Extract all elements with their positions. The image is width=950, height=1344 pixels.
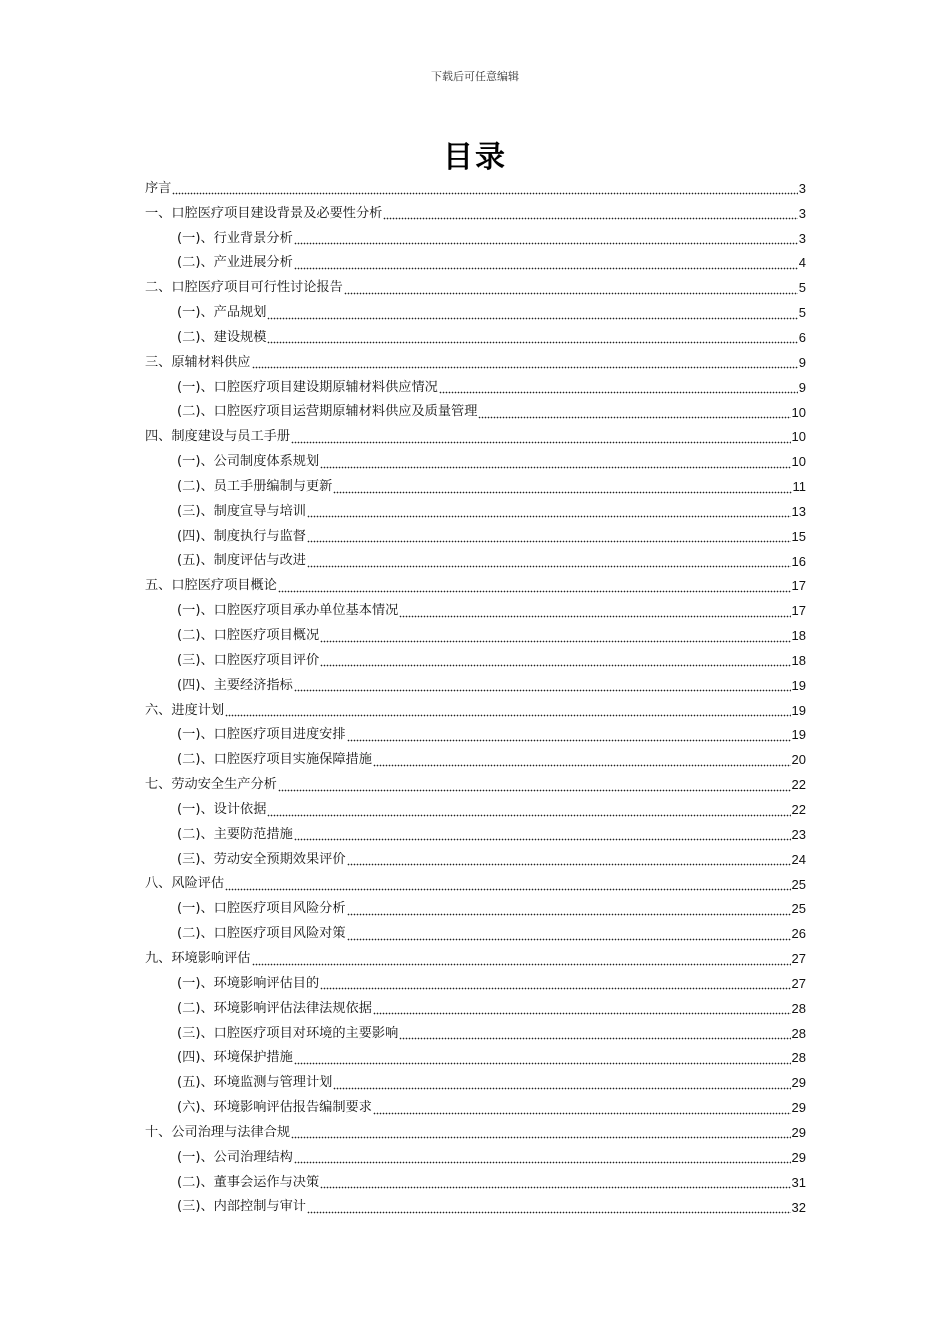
toc-entry-page-number: 29 <box>791 1149 806 1165</box>
toc-dot-leader <box>373 757 791 767</box>
toc-dot-leader <box>320 633 790 643</box>
toc-entry-label: (二)、环境影响评估法律法规依据 <box>177 1000 372 1016</box>
table-of-contents <box>145 176 806 1219</box>
toc-entry-subsection[interactable] <box>145 499 806 524</box>
toc-entry-page-number: 20 <box>791 752 806 768</box>
toc-entry-section[interactable] <box>145 872 806 897</box>
toc-entry-label: (二)、建设规模 <box>177 329 267 345</box>
toc-entry-page-number: 25 <box>791 901 806 917</box>
toc-dot-leader <box>172 185 797 195</box>
toc-entry-label: (一)、口腔医疗项目承办单位基本情况 <box>177 603 399 619</box>
toc-entry-subsection[interactable] <box>145 1021 806 1046</box>
toc-entry-section[interactable] <box>145 772 806 797</box>
toc-entry-subsection[interactable] <box>145 896 806 921</box>
toc-entry-page-number: 4 <box>798 255 806 271</box>
toc-dot-leader <box>307 508 791 518</box>
toc-entry-page-number: 26 <box>791 926 806 942</box>
toc-entry-page-number: 3 <box>798 205 806 221</box>
toc-entry-subsection[interactable] <box>145 1170 806 1195</box>
toc-entry-page-number: 29 <box>791 1075 806 1091</box>
toc-dot-leader <box>278 583 791 593</box>
toc-dot-leader <box>373 1105 791 1115</box>
toc-entry-label: (二)、口腔医疗项目实施保障措施 <box>177 752 372 768</box>
toc-entry-label: (四)、制度执行与监督 <box>177 528 306 544</box>
toc-entry-label: 三、原辅材料供应 <box>145 354 251 370</box>
toc-entry-subsection[interactable] <box>145 921 806 946</box>
toc-entry-page-number: 28 <box>791 1050 806 1066</box>
toc-entry-label: (一)、产品规划 <box>177 305 267 321</box>
toc-dot-leader <box>320 657 790 667</box>
toc-entry-label: (二)、产业进展分析 <box>177 255 293 271</box>
toc-entry-subsection[interactable] <box>145 400 806 425</box>
toc-dot-leader <box>333 484 791 494</box>
toc-entry-label: (三)、口腔医疗项目对环境的主要影响 <box>177 1025 399 1041</box>
toc-dot-leader <box>399 608 790 618</box>
toc-entry-page-number: 10 <box>791 454 806 470</box>
toc-entry-page-number: 32 <box>791 1199 806 1215</box>
toc-dot-leader <box>267 310 797 320</box>
toc-entry-subsection[interactable] <box>145 1070 806 1095</box>
toc-entry-subsection[interactable] <box>145 598 806 623</box>
toc-entry-subsection[interactable] <box>145 300 806 325</box>
toc-entry-page-number: 22 <box>791 802 806 818</box>
toc-entry-page-number: 27 <box>791 975 806 991</box>
toc-entry-section[interactable] <box>145 574 806 599</box>
toc-dot-leader <box>347 906 791 916</box>
toc-dot-leader <box>252 359 798 369</box>
page-header: 下载后可任意编辑 <box>431 70 519 83</box>
toc-dot-leader <box>344 285 798 295</box>
toc-entry-label: (二)、口腔医疗项目风险对策 <box>177 926 346 942</box>
toc-entry-subsection[interactable] <box>145 449 806 474</box>
toc-entry-label: (三)、内部控制与审计 <box>177 1199 306 1215</box>
toc-entry-page-number: 5 <box>798 280 806 296</box>
toc-entry-page-number: 24 <box>791 851 806 867</box>
toc-dot-leader <box>307 558 791 568</box>
toc-dot-leader <box>307 533 791 543</box>
toc-dot-leader <box>267 807 790 817</box>
toc-entry-label: (一)、设计依据 <box>177 801 267 817</box>
toc-entry-label: (二)、口腔医疗项目运营期原辅材料供应及质量管理 <box>177 404 478 420</box>
toc-entry-subsection[interactable] <box>145 847 806 872</box>
toc-entry-label: (一)、公司治理结构 <box>177 1149 293 1165</box>
toc-entry-label: (三)、劳动安全预期效果评价 <box>177 851 346 867</box>
toc-dot-leader <box>294 1055 791 1065</box>
toc-dot-leader <box>307 1204 791 1214</box>
toc-entry-label: (一)、环境影响评估目的 <box>177 975 320 991</box>
toc-entry-label: (三)、制度宣导与培训 <box>177 503 306 519</box>
toc-entry-subsection[interactable] <box>145 971 806 996</box>
toc-entry-subsection[interactable] <box>145 1095 806 1120</box>
toc-entry-page-number: 18 <box>791 628 806 644</box>
toc-entry-label: 十、公司治理与法律合规 <box>145 1124 291 1140</box>
toc-entry-page-number: 17 <box>791 603 806 619</box>
toc-entry-page-number: 9 <box>798 354 806 370</box>
toc-entry-label: 九、环境影响评估 <box>145 950 251 966</box>
toc-entry-page-number: 11 <box>792 479 806 495</box>
toc-dot-leader <box>225 707 790 717</box>
toc-entry-label: 八、风险评估 <box>145 876 225 892</box>
toc-entry-page-number: 19 <box>791 727 806 743</box>
toc-dot-leader <box>347 931 791 941</box>
toc-entry-subsection[interactable] <box>145 226 806 251</box>
toc-entry-subsection[interactable] <box>145 375 806 400</box>
toc-entry-page-number: 5 <box>798 305 806 321</box>
toc-entry-subsection[interactable] <box>145 549 806 574</box>
toc-entry-section[interactable] <box>145 201 806 226</box>
toc-dot-leader <box>294 1154 791 1164</box>
toc-entry-label: (五)、环境监测与管理计划 <box>177 1075 333 1091</box>
toc-entry-label: (一)、行业背景分析 <box>177 230 293 246</box>
toc-entry-label: (一)、公司制度体系规划 <box>177 454 320 470</box>
toc-entry-subsection[interactable] <box>145 1145 806 1170</box>
toc-dot-leader <box>294 235 798 245</box>
toc-entry-label: 序言 <box>145 180 172 196</box>
toc-dot-leader <box>294 260 798 270</box>
toc-entry-section[interactable] <box>145 698 806 723</box>
toc-entry-label: 七、劳动安全生产分析 <box>145 777 277 793</box>
toc-dot-leader <box>294 831 791 841</box>
toc-entry-page-number: 29 <box>791 1124 806 1140</box>
toc-dot-leader <box>294 682 791 692</box>
toc-dot-leader <box>278 782 791 792</box>
toc-entry-page-number: 19 <box>791 702 806 718</box>
toc-entry-section[interactable] <box>145 946 806 971</box>
toc-entry-page-number: 13 <box>791 503 806 519</box>
toc-entry-page-number: 10 <box>791 429 806 445</box>
toc-entry-label: (二)、董事会运作与决策 <box>177 1174 320 1190</box>
toc-dot-leader <box>439 384 798 394</box>
toc-entry-subsection[interactable] <box>145 325 806 350</box>
toc-dot-leader <box>399 1030 790 1040</box>
toc-entry-subsection[interactable] <box>145 797 806 822</box>
toc-dot-leader <box>373 1005 791 1015</box>
toc-entry-label: (三)、口腔医疗项目评价 <box>177 652 320 668</box>
toc-entry-subsection[interactable] <box>145 524 806 549</box>
toc-entry-subsection[interactable] <box>145 474 806 499</box>
toc-entry-subsection[interactable] <box>145 822 806 847</box>
toc-entry-subsection[interactable] <box>145 623 806 648</box>
toc-entry-page-number: 16 <box>791 553 806 569</box>
toc-entry-page-number: 22 <box>791 777 806 793</box>
toc-dot-leader <box>320 459 790 469</box>
toc-entry-label: (二)、员工手册编制与更新 <box>177 478 333 494</box>
toc-entry-subsection[interactable] <box>145 251 806 276</box>
toc-entry-section[interactable] <box>145 350 806 375</box>
toc-dot-leader <box>252 956 791 966</box>
toc-entry-page-number: 17 <box>791 578 806 594</box>
toc-entry-page-number: 25 <box>791 876 806 892</box>
toc-entry-label: (二)、主要防范措施 <box>177 826 293 842</box>
toc-entry-label: (一)、口腔医疗项目建设期原辅材料供应情况 <box>177 379 438 395</box>
toc-entry-subsection[interactable] <box>145 1046 806 1071</box>
toc-entry-subsection[interactable] <box>145 673 806 698</box>
toc-entry-section[interactable] <box>145 275 806 300</box>
toc-entry-page-number: 19 <box>791 677 806 693</box>
toc-entry-label: 一、口腔医疗项目建设背景及必要性分析 <box>145 205 383 221</box>
toc-entry-subsection[interactable] <box>145 648 806 673</box>
toc-entry-page-number: 6 <box>798 329 806 345</box>
toc-dot-leader <box>333 1080 790 1090</box>
toc-entry-subsection[interactable] <box>145 996 806 1021</box>
toc-entry-label: 五、口腔医疗项目概论 <box>145 578 277 594</box>
toc-entry-section[interactable] <box>145 424 806 449</box>
toc-entry-label: (六)、环境影响评估报告编制要求 <box>177 1100 372 1116</box>
toc-dot-leader <box>320 980 790 990</box>
toc-dot-leader <box>320 1179 790 1189</box>
toc-entry-page-number: 28 <box>791 1000 806 1016</box>
toc-entry-page-number: 18 <box>791 652 806 668</box>
toc-entry-page-number: 3 <box>798 230 806 246</box>
toc-dot-leader <box>383 210 797 220</box>
toc-entry-page-number: 3 <box>798 180 806 196</box>
toc-entry-page-number: 9 <box>798 379 806 395</box>
toc-entry-page-number: 29 <box>791 1100 806 1116</box>
toc-dot-leader <box>478 409 790 419</box>
toc-entry-label: (一)、口腔医疗项目进度安排 <box>177 727 346 743</box>
toc-entry-page-number: 10 <box>791 404 806 420</box>
toc-dot-leader <box>347 856 791 866</box>
toc-entry-subsection[interactable] <box>145 723 806 748</box>
toc-dot-leader <box>291 434 790 444</box>
toc-entry-label: (五)、制度评估与改进 <box>177 553 306 569</box>
toc-entry-page-number: 23 <box>791 826 806 842</box>
toc-entry-page-number: 27 <box>791 951 806 967</box>
toc-entry-subsection[interactable] <box>145 1195 806 1220</box>
toc-entry-page-number: 31 <box>791 1174 806 1190</box>
toc-entry-page-number: 15 <box>791 528 806 544</box>
page-title: 目录 <box>443 140 507 175</box>
toc-entry-section[interactable] <box>145 176 806 201</box>
toc-entry-label: (二)、口腔医疗项目概况 <box>177 628 320 643</box>
toc-entry-section[interactable] <box>145 1120 806 1145</box>
toc-entry-label: 四、制度建设与员工手册 <box>145 429 291 445</box>
toc-entry-label: (四)、环境保护措施 <box>177 1050 293 1066</box>
toc-dot-leader <box>267 334 797 344</box>
toc-entry-label: 六、进度计划 <box>145 702 225 718</box>
toc-entry-label: (一)、口腔医疗项目风险分析 <box>177 901 346 917</box>
toc-dot-leader <box>291 1129 790 1139</box>
toc-dot-leader <box>347 732 791 742</box>
toc-entry-page-number: 28 <box>791 1025 806 1041</box>
toc-entry-label: (四)、主要经济指标 <box>177 677 293 693</box>
toc-entry-subsection[interactable] <box>145 747 806 772</box>
toc-dot-leader <box>225 881 790 891</box>
toc-entry-label: 二、口腔医疗项目可行性讨论报告 <box>145 280 343 296</box>
